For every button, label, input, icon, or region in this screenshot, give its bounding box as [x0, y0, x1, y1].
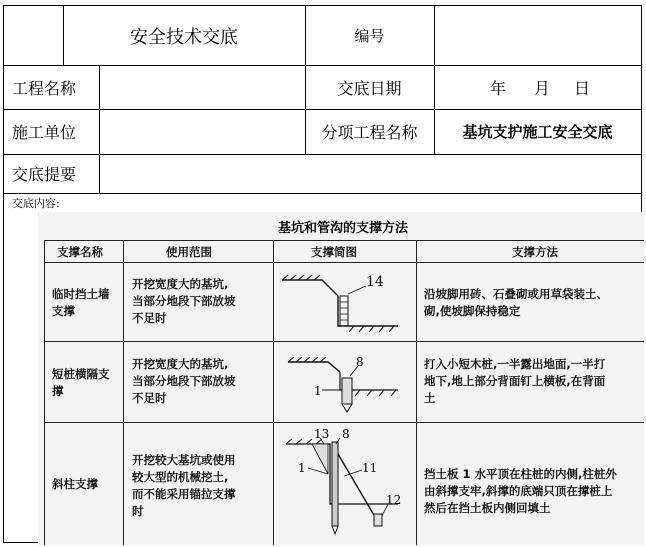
construction-unit-field[interactable] [99, 109, 305, 154]
date-field[interactable] [434, 65, 641, 109]
number-label: 编号 [354, 27, 385, 45]
row2-scope: 开挖宽度大的基坑, 当部分地段下部放坡 不足时 [132, 357, 236, 405]
row1-method: 沿坡脚用砖、石叠砌或用草袋装土、 砌,使坡脚保持稳定 [424, 287, 608, 318]
date-month: 月 [534, 78, 551, 98]
project-name-label-cell [12, 65, 99, 109]
header-method: 支撑方法 [512, 245, 558, 259]
number-field[interactable] [434, 6, 641, 65]
sub-project-label: 分项工程名称 [321, 123, 418, 142]
sketch3-label-13: 13 [314, 427, 330, 441]
sketch1-label-14: 14 [366, 274, 384, 290]
header-scope: 使用范围 [166, 245, 212, 259]
date-label: 交底日期 [337, 78, 402, 98]
number-label-cell [305, 6, 434, 65]
temporary-retaining-wall-sketch [278, 266, 412, 338]
sub-project-field[interactable] [434, 109, 641, 154]
form-title: 安全技术交底 [130, 26, 238, 48]
row1-scope: 开挖宽度大的基坑, 当部分地段下部放坡 不足时 [132, 277, 236, 325]
summary-field[interactable] [99, 154, 641, 193]
inclined-strut-sketch [278, 424, 412, 544]
summary-label-cell [12, 154, 99, 193]
project-name-label: 工程名称 [12, 78, 77, 98]
row3-name: 斜柱支撑 [52, 477, 98, 491]
support-methods-table [44, 240, 644, 545]
sub-project-value: 基坑支护施工安全交底 [462, 123, 613, 141]
content-label: 交底内容: [12, 197, 60, 210]
row2-method: 打入小短木桩,一半露出地面,一半打 地下,地上部分背面钉上横板,在背面 土 [424, 357, 606, 405]
date-day: 日 [574, 78, 591, 98]
row-divider [4, 193, 641, 194]
sub-project-label-cell [305, 109, 434, 154]
scanned-support-methods-image [38, 212, 644, 545]
row1-name: 临时挡土墙 支撑 [52, 287, 110, 318]
date-year: 年 [490, 78, 507, 98]
construction-unit-label-cell [12, 109, 99, 154]
header-sketch: 支撑简图 [311, 245, 357, 259]
short-pile-partition-sketch [278, 344, 412, 420]
sketch3-label-1: 1 [298, 461, 306, 475]
summary-label: 交底提要 [12, 165, 77, 184]
sketch3-label-11: 11 [362, 461, 378, 475]
sketch3-label-12: 12 [386, 493, 402, 507]
title-cell [63, 6, 305, 65]
content-label-cell [12, 195, 60, 211]
construction-unit-label: 施工单位 [12, 123, 77, 142]
row3-method: 挡土板 1 水平顶在柱桩的内侧,柱桩外 由斜撑支牢,斜撑的底端只顶在撑桩上 然后在挡土板内侧回填土 [424, 467, 617, 515]
sketch3-label-8: 8 [342, 427, 350, 441]
date-label-cell [305, 65, 434, 109]
sketch2-label-8: 8 [356, 355, 364, 369]
scan-title: 基坑和管沟的支撑方法 [278, 221, 409, 236]
header-support-name: 支撑名称 [57, 245, 103, 259]
row2-name: 短桩横隔支 撑 [52, 367, 110, 398]
sketch2-label-1: 1 [314, 384, 322, 398]
project-name-field[interactable] [99, 65, 305, 109]
row3-scope: 开挖较大基坑或使用 较大型的机械挖土, 而不能采用锚拉支撑 时 [132, 453, 236, 518]
